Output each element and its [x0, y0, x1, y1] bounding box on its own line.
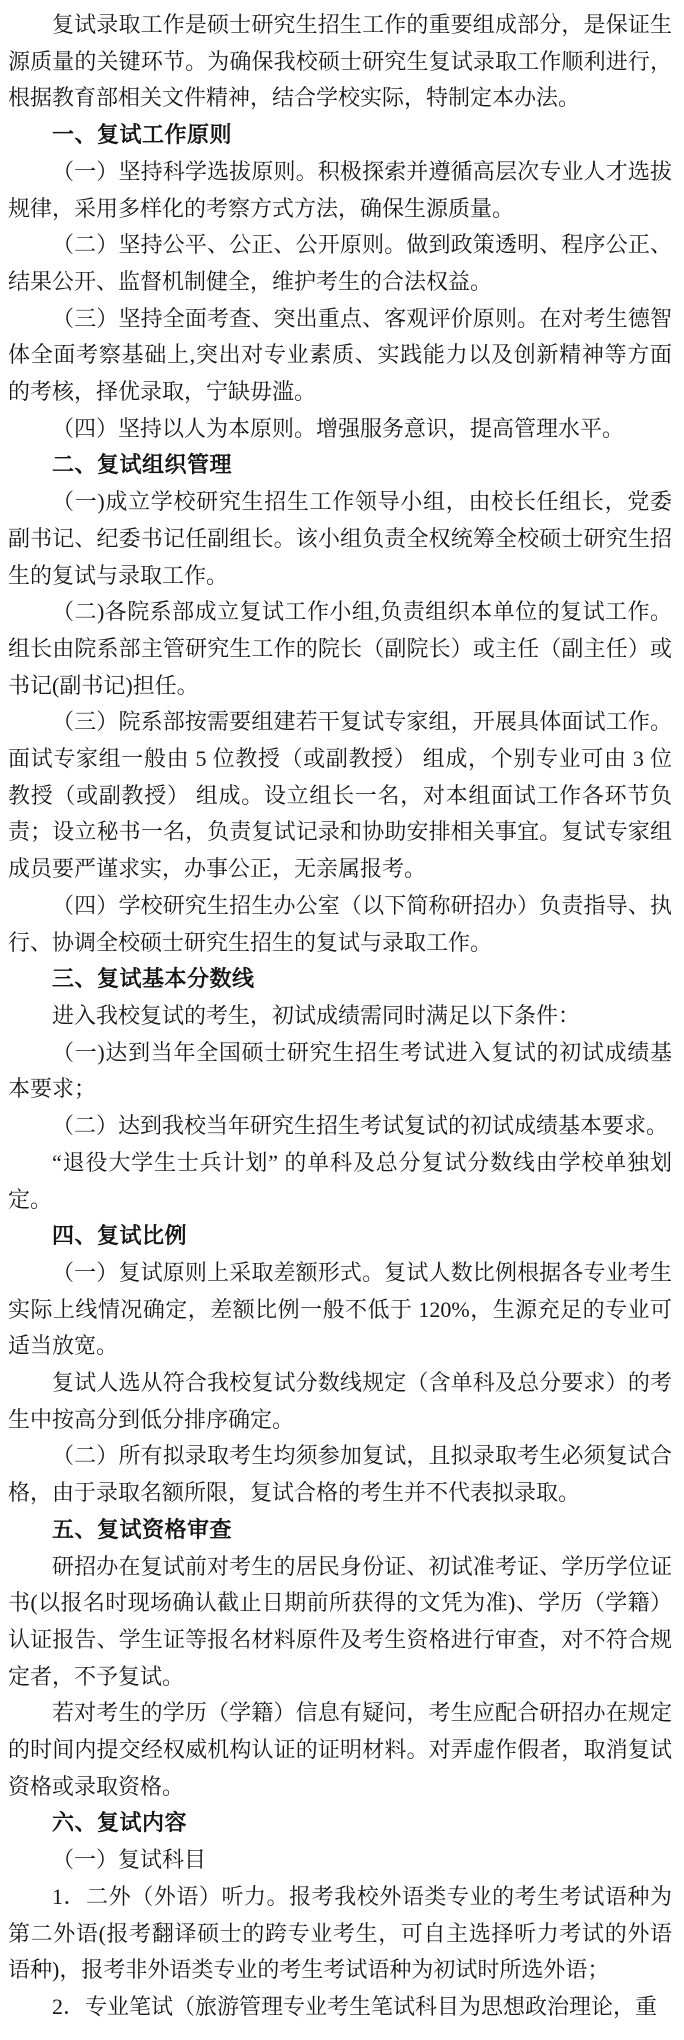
paragraph: （四）坚持以人为本原则。增强服务意识，提高管理水平。 — [52, 415, 625, 441]
paragraph: （一)达到当年全国硕士研究生招生考试进入复试的初试成绩基本要求； — [8, 1039, 672, 1102]
paragraph: 进入我校复试的考生，初试成绩需同时满足以下条件： — [52, 1002, 581, 1028]
section-heading: 一、复试工作原则 — [52, 122, 233, 148]
paragraph: （一）复试科目 — [52, 1847, 207, 1873]
paragraph: 研招办在复试前对考生的居民身份证、初试准考证、学历学位证书(以报名时现场确认截止日期前所获得的文凭为准)、学历（学籍）认证报告、学生证等报名材料原件及考生资格进行审查，对不符合规定者，不予复试。 — [8, 1553, 672, 1689]
section-heading: 五、复试资格审查 — [52, 1516, 233, 1542]
section-heading: 二、复试组织管理 — [52, 452, 233, 478]
paragraph: （三）院系部按需要组建若干复试专家组，开展具体面试工作。面试专家组一般由 5 位教授（或副教授） 组成，个别专业可由 3 位教授（或副教授） 组成。设立组长一名，对本组面试工作各环节负责；设立秘书一名，负责复试记录和协助安排相关事宜。复试专家组成员要严谨求实，办事公正，无亲属报考。 — [8, 709, 672, 882]
section-heading: 三、复试基本分数线 — [52, 966, 255, 992]
paragraph: （一）坚持科学选拔原则。积极探索并遵循高层次专业人才选拔规律，采用多样化的考察方式方法，确保生源质量。 — [8, 158, 672, 221]
paragraph: 1．二外（外语）听力。报考我校外语类专业的考生考试语种为第二外语(报考翻译硕士的跨专业考生，可自主选择听力考试的外语语种)，报考非外语类专业的考生考试语种为初试时所选外语； — [8, 1883, 672, 1983]
paragraph: （二）坚持公平、公正、公开原则。做到政策透明、程序公正、结果公开、监督机制健全，维护考生的合法权益。 — [8, 232, 672, 294]
paragraph: （二）达到我校当年研究生招生考试复试的初试成绩基本要求。 — [52, 1113, 669, 1139]
paragraph: （三）坚持全面考查、突出重点、客观评价原则。在对考生德智体全面考察基础上,突出对专业素质、实践能力以及创新精神等方面的考核，择优录取，宁缺毋滥。 — [8, 305, 672, 405]
paragraph: 复试人选从符合我校复试分数线规定（含单科及总分要求）的考生中按高分到低分排序确定。 — [8, 1370, 672, 1432]
intro-paragraph: 复试录取工作是硕士研究生招生工作的重要组成部分，是保证生源质量的关键环节。为确保我校硕士研究生复试录取工作顺利进行，根据教育部相关文件精神，结合学校实际，特制定本办法。 — [8, 12, 672, 111]
paragraph: （一)成立学校研究生招生工作领导小组，由校长任组长，党委副书记、纪委书记任副组长。该小组负责全权统筹全校硕士研究生招生的复试与录取工作。 — [8, 489, 672, 588]
document-sections — [8, 117, 672, 2026]
paragraph: （一）复试原则上采取差额形式。复试人数比例根据各专业考生实际上线情况确定，差额比例一般不低于 120%，生源充足的专业可适当放宽。 — [8, 1259, 672, 1359]
section-heading: 六、复试内容 — [52, 1810, 188, 1836]
paragraph: （二)各院系部成立复试工作小组,负责组织本单位的复试工作。组长由院系部主管研究生工作的院长（副院长）或主任（副主任）或书记(副书记)担任。 — [8, 599, 672, 698]
paragraph: 2．专业笔试（旅游管理专业考生笔试科目为思想政治理论，重 — [52, 1993, 658, 2019]
paragraph: （四）学校研究生招生办公室（以下简称研招办）负责指导、执行、协调全校硕士研究生招生的复试与录取工作。 — [8, 892, 672, 955]
section-heading: 四、复试比例 — [52, 1223, 188, 1249]
paragraph: （二）所有拟录取考生均须参加复试，且拟录取考生必须复试合格，由于录取名额所限，复试合格的考生并不代表拟录取。 — [8, 1443, 672, 1506]
paragraph: “退役大学生士兵计划” 的单科及总分复试分数线由学校单独划定。 — [8, 1149, 672, 1212]
paragraph: 若对考生的学历（学籍）信息有疑问，考生应配合研招办在规定的时间内提交经权威机构认证的证明材料。对弄虚作假者，取消复试资格或录取资格。 — [8, 1700, 672, 1799]
